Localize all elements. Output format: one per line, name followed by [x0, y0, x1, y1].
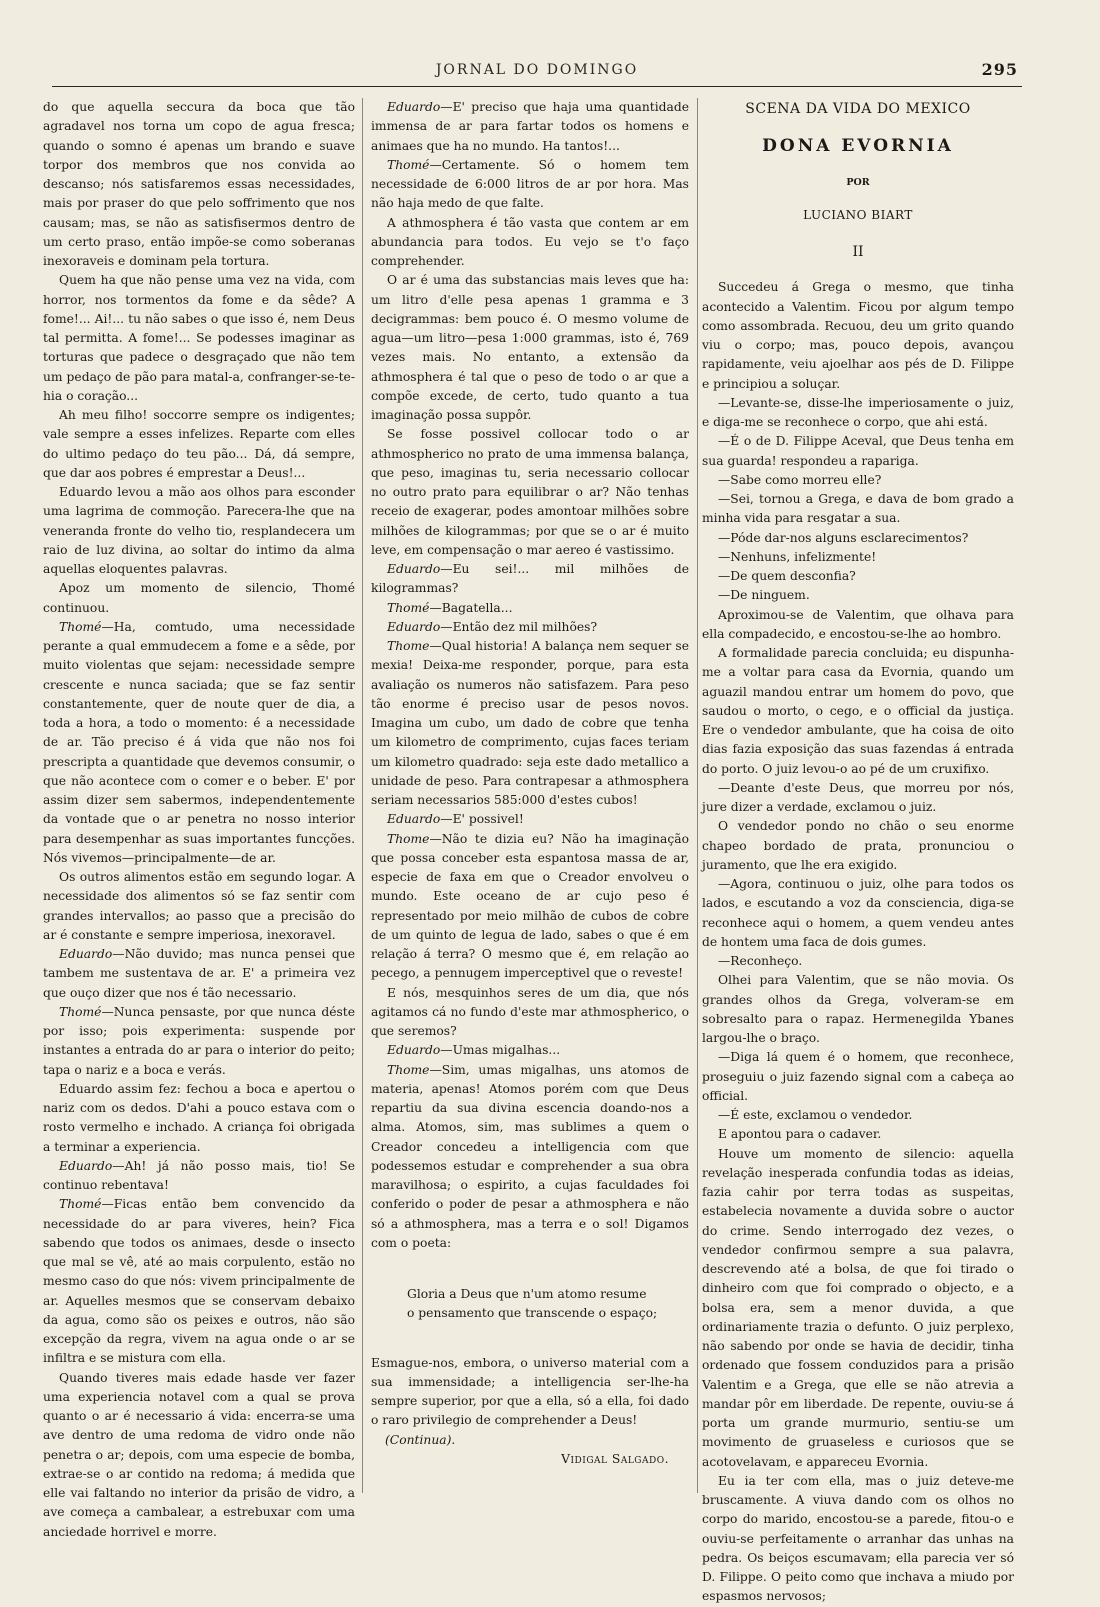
- paragraph: Quando tiveres mais edade hasde ver fazer uma experiencia notavel com a qual se prova quanto o ar é necessario á vida: encerra-se uma ave dentro de uma redoma de vidro onde não penetra o ar; depois, com uma especie de bomba, extrae-se o ar contido na redoma; á medida que elle vai faltando no interior da prisão de vidro, a ave começa a cambalear, a estrebuxar com uma anciedade horrivel e morre.: [43, 1370, 355, 1539]
- paragraph: —Nenhuns, infelizmente!: [718, 549, 877, 564]
- paragraph: —Levante-se, disse-lhe imperiosamente o juiz, e diga-me se reconhece o corpo, que ahi está.: [702, 395, 1014, 429]
- story-kicker: SCENA DA VIDA DO MEXICO: [745, 101, 971, 117]
- paragraph: Thomé—Bagatella...: [387, 600, 513, 615]
- paragraph: —De ninguem.: [718, 588, 810, 603]
- verse-line: o pensamento que transcende o espaço;: [407, 1306, 658, 1321]
- column-1: [43, 98, 355, 1542]
- paragraph: Thomé—Ha, comtudo, uma necessidade perante a qual emmudecem a fome e a sêde, por muito violentas que sejam: necessidade sempre crescente e nunca saciada; que se faz sentir constantemente, quer de noute quer de dia, a toda a hora, a todo o momento: é a necessidade de ar. Tão preciso é á vida que não nos foi prescripta a quantidade que devemos consumir, o que não acontece com o comer e o beber. E' por assim dizer sem sabermos, independentemente da vontade que o ar penetra no nosso interior para desempenhar as suas importantes funcções. Nós vivemos—principalmente—de ar.: [43, 619, 355, 865]
- paragraph: Apoz um momento de silencio, Thomé continuou.: [43, 581, 355, 615]
- paragraph: Thomé—Ficas então bem convencido da necessidade do ar para viveres, hein? Fica sabendo que todos os animaes, desde o insecto que mal se vê, até ao mais corpulento, estão no mesmo caso do que nós: vivem principalmente de ar. Aquelles mesmos que se conservam debaixo da agua, como são os peixes e outros, não são excepção da regra, vivem na agua onde o ar se infiltra e se mistura com ella.: [43, 1197, 355, 1366]
- byline-por: POR: [846, 176, 870, 188]
- column-2: [371, 98, 689, 1469]
- paragraph: Thome—Sim, umas migalhas, uns atomos de materia, apenas! Atomos porém com que Deus repartiu da sua divina escencia doando-nos a alma. Atomos, sim, mas sublimes a quem o Creador concedeu a intelligencia com que podessemos estudar e comprehender a sua obra maravilhosa; o espirito, a cujas faculdades foi conferido o poder de pesar a athmosphera e não só a athmosphera, mas a terra e o sol! Digamos com o poeta:: [371, 1062, 689, 1250]
- paragraph: —Agora, continuou o juiz, olhe para todos os lados, e escutando a voz da consciencia, diga-se reconhece aqui o homem, a quem vendeu antes de hontem uma faca de dois gumes.: [702, 877, 1014, 949]
- paragraph: Succedeu á Grega o mesmo, que tinha acontecido a Valentim. Ficou por algum tempo como assombrada. Recuou, deu um grito quando viu o corpo; mas, pouco depois, avançou rapidamente, veiu ajoelhar aos pés de D. Filippe e principiou a soluçar.: [702, 280, 1014, 391]
- paragraph: Houve um momento de silencio: aquella revelação inesperada confundia todas as ideias, fazia cahir por terra todas as suspeitas, estabelecia novamente a duvida sobre o auctor do crime. Sendo interrogado dez vezes, o vendedor confirmou sempre a sua palavra, descrevendo até a bolsa, de que foi tirado o dinheiro com que foi comprado o objecto, e a bolsa era, sem a menor duvida, a que ordinariamente trazia o defunto. O juiz perplexo, não sabendo por onde se havia de decidir, tinha ordenado que fossem conduzidos para a prisão Valentim e a Grega, que elle se não atrevia a mandar pôr em liberdade. De repente, ouviu-se á porta um grande murmurio, sentiu-se um movimento de gruaseless e curiosos que se acotovelavam, e appareceu Evornia.: [702, 1146, 1014, 1469]
- paragraph: Eduardo assim fez: fechou a boca e apertou o nariz com os dedos. D'ahi a pouco estava com o rosto vermelho e inchado. A criança foi obrigada a terminar a experiencia.: [43, 1081, 355, 1154]
- paragraph: —É este, exclamou o vendedor.: [718, 1108, 913, 1122]
- paragraph: Esmague-nos, embora, o universo material com a sua immensidade; a intelligencia ser-lhe-ha sempre superior, por que a ella, só a ella, foi dado o raro privilegio de comprehender a Deus!: [371, 1355, 689, 1428]
- story-title: DONA EVORNIA: [762, 136, 954, 157]
- column-divider-1: [362, 98, 363, 1493]
- paragraph: —Deante d'este Deus, que morreu por nós, jure dizer a verdade, exclamou o juiz.: [702, 780, 1014, 814]
- paragraph: Eduardo—Não duvido; mas nunca pensei que tambem me sustentava de ar. E' a primeira vez que ouço dizer que nos é tão necessario.: [43, 947, 355, 1000]
- paragraph: Eduardo—Ah! já não posso mais, tio! Se continuo rebentava!: [43, 1158, 355, 1192]
- paragraph: Thomé—Certamente. Só o homem tem necessidade de 6:000 litros de ar por hora. Mas não haja medo de que falte.: [371, 157, 689, 211]
- page-header: [52, 62, 1022, 84]
- page-number: 295: [981, 60, 1018, 79]
- paragraph: Eu ia ter com ella, mas o juiz deteve-me bruscamente. A viuva dando com os olhos no corpo do marido, encostou-se a parede, fitou-o e ouviu-se perfeitamente o arranhar das unhas na pedra. Os beiços escumavam; ella parecia ver só D. Filippe. O peito como que inchava a miudo por espasmos nervosos;: [702, 1473, 1014, 1604]
- paragraph: Eduardo—Eu sei!... mil milhões de kilogrammas?: [371, 562, 689, 596]
- paragraph: Eduardo—E' preciso que haja uma quantidade immensa de ar para fartar todos os homens e animaes que ha no mundo. Ha tantos!...: [371, 100, 689, 153]
- column-3: [702, 98, 1014, 1607]
- author-signature: Vidigal Salgado.: [561, 1451, 669, 1466]
- paragraph: O ar é uma das substancias mais leves que ha: um litro d'elle pesa apenas 1 gramma e 3 decigrammas: bem pouco é. O mesmo volume de agua—um litro—pesa 1:000 grammas, isto é, 769 vezes mais. No entanto, a extensão da athmosphera é tal que o peso de todo o ar que a compõe excede, de certo, tudo quanto a tua imaginação possa suppôr.: [371, 273, 689, 422]
- paragraph: Quem ha que não pense uma vez na vida, com horror, nos tormentos da fome e da sêde? A fome!... Ai!... tu não sabes o que isso é, nem Deus tal permitta. A fome!... Se podesses imaginar as torturas que padece o desgraçado que não tem um pedaço de pão para matal-a, confranger-se-te-hia o coração...: [43, 273, 355, 403]
- paragraph: Aproximou-se de Valentim, que olhava para ella compadecido, e encostou-se-lhe ao hombro.: [702, 607, 1014, 641]
- verse-line: Gloria a Deus que n'um atomo resume: [407, 1287, 647, 1301]
- paragraph: Eduardo—Umas migalhas...: [387, 1043, 561, 1058]
- story-author: LUCIANO BIART: [803, 207, 913, 222]
- masthead: JORNAL DO DOMINGO: [435, 62, 639, 78]
- continua-note: (Continua).: [385, 1432, 456, 1447]
- chapter-number: II: [852, 244, 864, 260]
- paragraph: Se fosse possivel collocar todo o ar athmospherico no prato de uma immensa balança, que peso, imaginas tu, seria necessario collocar no outro prato para equilibrar o ar? Não tenhas receio de exagerar, podes amontoar milhões sobre milhões de kilogrammas; por que se o ar é muito leve, em compensação o mar aereo é vastissimo.: [371, 427, 689, 557]
- paragraph: Eduardo levou a mão aos olhos para esconder uma lagrima de commoção. Parecera-lhe que na veneranda fronte do velho tio, resplandecera um raio de luz divina, ao soltar do intimo da alma aquellas eloquentes palavras.: [43, 485, 355, 576]
- header-rule: [52, 86, 1022, 87]
- paragraph: —Reconheço.: [718, 954, 803, 968]
- paragraph: —Sabe como morreu elle?: [718, 472, 882, 487]
- paragraph: Thomé—Nunca pensaste, por que nunca déste por isso; pois experimenta: suspende por instantes a entrada do ar para o interior do peito; tapa o nariz e a boca e verás.: [43, 1004, 355, 1077]
- paragraph: Thome—Não te dizia eu? Não ha imaginação que possa conceber esta espantosa massa de ar, especie de faxa em que o Creador envolveu o mundo. Este oceano de ar cujo peso é representado por meio milhão de cubos de cobre de um quinto de legua de lado, sabes o que é em relação á terra? O mesmo que é, em relação ao pecego, a pennugem imperceptivel que o reveste!: [371, 831, 689, 981]
- paragraph: Thome—Qual historia! A balança nem sequer se mexia! Deixa-me responder, porque, para esta avaliação os numeros não satisfazem. Para peso tão enorme é preciso usar de pesos novos. Imagina um cubo, um dado de cobre que tenha um kilometro de comprimento, cujas faces teriam um kilometro quadrado: seja este dado metallico a unidade de peso. Para contrapesar a athmosphera seriam necessarios 585:000 d'estes cubos!: [371, 639, 689, 807]
- paragraph: —Diga lá quem é o homem, que reconhece, proseguiu o juiz fazendo signal com a cabeça ao official.: [702, 1050, 1014, 1103]
- paragraph: Eduardo—Então dez mil milhões?: [387, 619, 598, 634]
- paragraph: —Sei, tornou a Grega, e dava de bom grado a minha vida para resgatar a sua.: [702, 492, 1014, 526]
- poem-quote: [371, 1285, 689, 1324]
- paragraph: A athmosphera é tão vasta que contem ar em abundancia para todos. Eu vejo se t'o faço comprehender.: [371, 215, 689, 268]
- paragraph: —É o de D. Filippe Aceval, que Deus tenha em sua guarda! respondeu a raparigа.: [702, 434, 1014, 468]
- paragraph: A formalidade parecia concluida; eu dispunha-me a voltar para casa da Evornia, quando um aguazil mandou entrar um homem do povo, que saudou o morto, o cego, e o official da justiça. Ere o vendedor ambulante, que ha coisa de oito dias fazia exposição das suas fazendas á entrada do porto. O juiz levou-o ao pé de um cruxifixo.: [702, 646, 1014, 776]
- paragraph: E nós, mesquinhos seres de um dia, que nós agitamos cá no fundo d'este mar athmospherico, o que seremos?: [371, 985, 689, 1038]
- paragraph: Eduardo—E' possivel!: [387, 812, 524, 827]
- paragraph: Olhei para Valentim, que se não movia. Os grandes olhos da Grega, volveram-se em sobresalto para o rapaz. Hermenegilda Ybanes largou-lhe o braço.: [702, 973, 1014, 1045]
- paragraph: —Póde dar-nos alguns esclarecimentos?: [718, 530, 969, 545]
- paragraph: —De quem desconfia?: [718, 569, 856, 583]
- paragraph: Ah meu filho! soccorre sempre os indigentes; vale sempre a esses infelizes. Reparte com elles do ultimo pedaço do teu pão... Dá, dá sempre, que dar aos pobres é emprestar a Deus!...: [43, 408, 355, 480]
- column-divider-2: [697, 98, 698, 1493]
- paragraph: do que aquella seccura da boca que tão agradavel nos torna um copo de agua fresca; quando o somno é apenas um brando e suave torpor dos membros que nos convida ao descanso; nós satisfaremos essas necessidades, mais por praser do que pelo soffrimento que nos causam; mas, se não as satisfisermos dentro de um certo praso, então impõe-se como soberanas inexoraveis e dominam pela tortura.: [43, 100, 355, 268]
- paragraph: E apontou para o cadaver.: [718, 1127, 882, 1142]
- paragraph: Os outros alimentos estão em segundo logar. A necessidade dos alimentos só se faz sentir com grandes intervallos; ao passo que a precisão do ar é constante e sempre imperiosa, inexoravel.: [43, 870, 355, 942]
- paragraph: O vendedor pondo no chão o seu enorme chapeo bordado de prata, pronunciou o juramento, que lhe era exigido.: [702, 819, 1014, 872]
